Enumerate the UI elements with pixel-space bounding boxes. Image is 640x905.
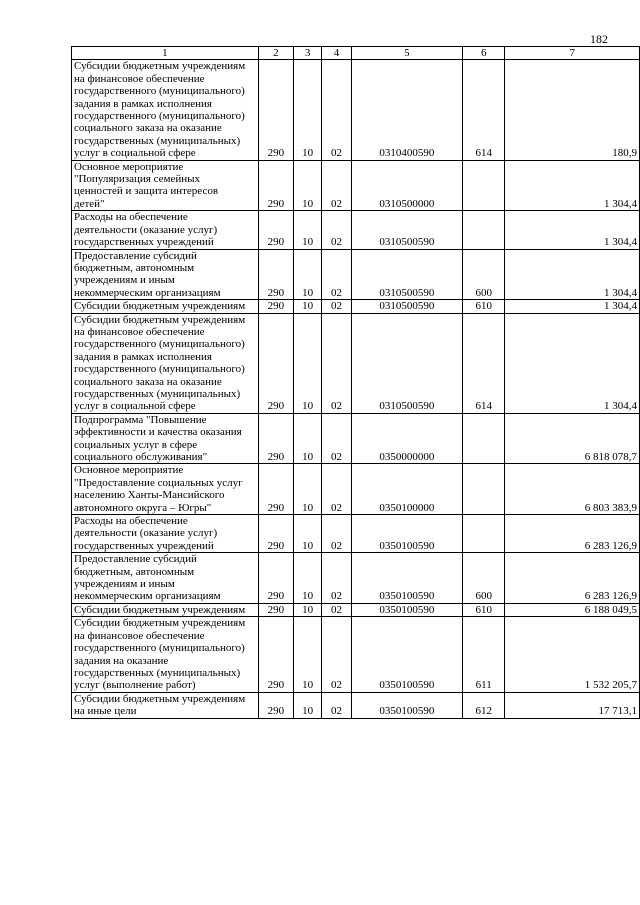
subsection-code: 02: [322, 413, 351, 464]
ministry-code: 290: [258, 464, 293, 515]
section-code: 10: [293, 617, 321, 692]
ministry-code: 290: [258, 603, 293, 616]
row-description: Субсидии бюджетным учреждениям на финансовое обеспечение государственного (муниципального) задания в рамках исполнения государственного (муниципального) социального заказа на оказание государственных (муниципальных) услуг в социальной сфере: [72, 313, 259, 413]
subsection-code: 02: [322, 553, 351, 604]
amount: 1 532 205,7: [505, 617, 640, 692]
subsection-code: 02: [322, 464, 351, 515]
expense-type-code: 612: [463, 692, 505, 718]
table-row: [72, 211, 640, 249]
section-code: 10: [293, 464, 321, 515]
amount: 6 283 126,9: [505, 515, 640, 553]
column-header: 4: [322, 47, 351, 60]
section-code: 10: [293, 160, 321, 211]
section-code: 10: [293, 300, 321, 313]
column-header: 3: [293, 47, 321, 60]
target-article-code: 0310500000: [351, 160, 462, 211]
row-description: Расходы на обеспечение деятельности (оказание услуг) государственных учреждений: [72, 211, 259, 249]
amount: 1 304,4: [505, 249, 640, 300]
row-description: Основное мероприятие "Популяризация семейных ценностей и защита интересов детей": [72, 160, 259, 211]
expense-type-code: [463, 413, 505, 464]
row-description: Субсидии бюджетным учреждениям: [72, 603, 259, 616]
subsection-code: 02: [322, 60, 351, 160]
expense-type-code: 600: [463, 553, 505, 604]
table-row: [72, 692, 640, 718]
section-code: 10: [293, 553, 321, 604]
target-article-code: 0350100590: [351, 515, 462, 553]
amount: 6 818 078,7: [505, 413, 640, 464]
row-description: Предоставление субсидий бюджетным, автономным учреждениям и иным некоммерческим организациям: [72, 553, 259, 604]
ministry-code: 290: [258, 617, 293, 692]
section-code: 10: [293, 413, 321, 464]
section-code: 10: [293, 60, 321, 160]
expense-type-code: 600: [463, 249, 505, 300]
row-description: Основное мероприятие "Предоставление социальных услуг населению Ханты-Мансийского автономного округа – Югры": [72, 464, 259, 515]
page-number: 182: [590, 32, 608, 46]
section-code: 10: [293, 249, 321, 300]
subsection-code: 02: [322, 313, 351, 413]
row-description: Подпрограмма "Повышение эффективности и качества оказания социальных услуг в сфере социального обслуживания": [72, 413, 259, 464]
amount: 1 304,4: [505, 313, 640, 413]
row-description: Субсидии бюджетным учреждениям на финансовое обеспечение государственного (муниципального) задания на оказание государственных (муниципальных) услуг (выполнение работ): [72, 617, 259, 692]
target-article-code: 0310500590: [351, 211, 462, 249]
target-article-code: 0310500590: [351, 249, 462, 300]
table-row: [72, 603, 640, 616]
column-header: 1: [72, 47, 259, 60]
ministry-code: 290: [258, 211, 293, 249]
section-code: 10: [293, 603, 321, 616]
table-row: [72, 464, 640, 515]
ministry-code: 290: [258, 515, 293, 553]
subsection-code: 02: [322, 515, 351, 553]
ministry-code: 290: [258, 413, 293, 464]
target-article-code: 0350000000: [351, 413, 462, 464]
section-code: 10: [293, 313, 321, 413]
target-article-code: 0350100000: [351, 464, 462, 515]
target-article-code: 0350100590: [351, 692, 462, 718]
target-article-code: 0350100590: [351, 603, 462, 616]
subsection-code: 02: [322, 603, 351, 616]
row-description: Субсидии бюджетным учреждениям на финансовое обеспечение государственного (муниципального) задания в рамках исполнения государственного (муниципального) социального заказа на оказание государственных (муниципальных) услуг в социальной сфере: [72, 60, 259, 160]
target-article-code: 0310500590: [351, 300, 462, 313]
amount: 180,9: [505, 60, 640, 160]
amount: 1 304,4: [505, 160, 640, 211]
section-code: 10: [293, 692, 321, 718]
ministry-code: 290: [258, 553, 293, 604]
subsection-code: 02: [322, 211, 351, 249]
expense-type-code: [463, 515, 505, 553]
section-code: 10: [293, 515, 321, 553]
target-article-code: 0350100590: [351, 617, 462, 692]
expense-type-code: 611: [463, 617, 505, 692]
expense-type-code: 614: [463, 313, 505, 413]
table-row: [72, 160, 640, 211]
table-row: [72, 249, 640, 300]
table-row: [72, 413, 640, 464]
table-row: [72, 617, 640, 692]
ministry-code: 290: [258, 300, 293, 313]
table-row: [72, 515, 640, 553]
amount: 17 713,1: [505, 692, 640, 718]
column-header: 6: [463, 47, 505, 60]
subsection-code: 02: [322, 617, 351, 692]
row-description: Расходы на обеспечение деятельности (оказание услуг) государственных учреждений: [72, 515, 259, 553]
target-article-code: 0310500590: [351, 313, 462, 413]
expense-type-code: [463, 464, 505, 515]
column-header: 5: [351, 47, 462, 60]
table-row: [72, 553, 640, 604]
table-row: [72, 60, 640, 160]
target-article-code: 0350100590: [351, 553, 462, 604]
ministry-code: 290: [258, 249, 293, 300]
section-code: 10: [293, 211, 321, 249]
amount: 6 803 383,9: [505, 464, 640, 515]
amount: 6 283 126,9: [505, 553, 640, 604]
row-description: Предоставление субсидий бюджетным, автономным учреждениям и иным некоммерческим организациям: [72, 249, 259, 300]
expense-type-code: [463, 160, 505, 211]
subsection-code: 02: [322, 160, 351, 211]
subsection-code: 02: [322, 249, 351, 300]
target-article-code: 0310400590: [351, 60, 462, 160]
table-row: [72, 313, 640, 413]
column-header-row: [72, 47, 640, 60]
ministry-code: 290: [258, 60, 293, 160]
column-header: 2: [258, 47, 293, 60]
amount: 1 304,4: [505, 300, 640, 313]
expense-type-code: 610: [463, 300, 505, 313]
table-row: [72, 300, 640, 313]
expense-type-code: 614: [463, 60, 505, 160]
amount: 6 188 049,5: [505, 603, 640, 616]
ministry-code: 290: [258, 160, 293, 211]
budget-table: [71, 46, 640, 719]
expense-type-code: [463, 211, 505, 249]
subsection-code: 02: [322, 300, 351, 313]
column-header: 7: [505, 47, 640, 60]
row-description: Субсидии бюджетным учреждениям: [72, 300, 259, 313]
expense-type-code: 610: [463, 603, 505, 616]
ministry-code: 290: [258, 313, 293, 413]
ministry-code: 290: [258, 692, 293, 718]
subsection-code: 02: [322, 692, 351, 718]
amount: 1 304,4: [505, 211, 640, 249]
row-description: Субсидии бюджетным учреждениям на иные цели: [72, 692, 259, 718]
